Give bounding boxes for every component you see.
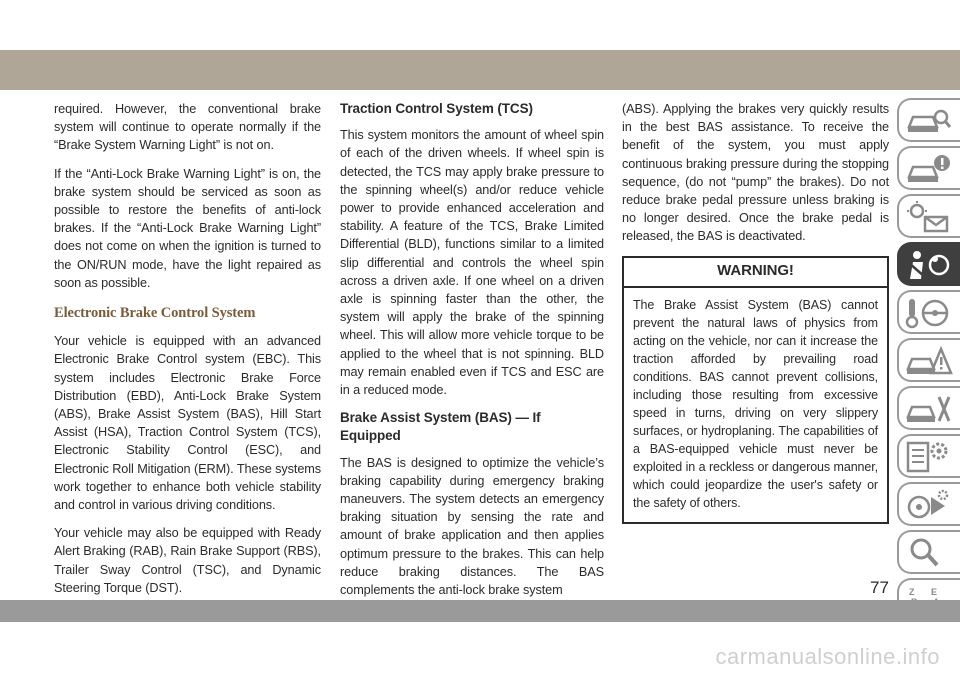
paragraph: Your vehicle may also be equipped with Ready Alert Braking (RAB), Rain Brake Support (RBS), Trailer Sway Control (TSC), and Dynamic Steering Torque (DST). <box>54 526 321 595</box>
paragraph: required. However, the conventional brake system will continue to operate normally if the “Brake System Warning Light” is not on. <box>54 102 321 153</box>
car-tools-icon <box>905 393 953 425</box>
chapter-tabs <box>897 98 960 626</box>
svg-text:E: E <box>931 587 938 597</box>
tab-getting-to-know-vehicle[interactable] <box>897 98 960 142</box>
tab-technical-specifications[interactable] <box>897 434 960 478</box>
footer-band <box>0 600 960 622</box>
footer-rule <box>0 622 960 624</box>
subsection-heading: Traction Control System (TCS) <box>340 101 533 116</box>
magnifier-icon <box>905 537 953 569</box>
tab-starting-operating[interactable] <box>897 290 960 334</box>
tab-safety[interactable] <box>897 242 960 286</box>
car-search-icon <box>905 105 953 137</box>
warning-text: The Brake Assist System (BAS) cannot prevent the natural laws of physics from acting on the vehicle, nor can it increase the traction afforded by prevailing road conditions. BAS cannot prevent collisions, including those resulting from excessive speed in turns, driving on very slippery surfaces, or hydroplaning. The capabilities of a BAS-equipped vehicle must never be exploited in a reckless or dangerous manner, which could jeopardize the user's safety or the safety of others. <box>633 297 878 510</box>
tab-search[interactable] <box>897 530 960 574</box>
warning-title: WARNING! <box>624 258 887 288</box>
paragraph: Your vehicle is equipped with an advanced Electronic Brake Control system (EBC). This system includes Electronic Brake Force Distribution (EBD), Anti-Lock Brake System (ABS), Brake Assist System (BAS), Hill Start Assist (HSA), Traction Control System (TCS), Electronic Stability Control (ESC), and Electronic Roll Mitigation (ERM). These systems work together to enhance both vehicle stability and control in various driving conditions. <box>54 334 321 513</box>
paragraph: This system monitors the amount of wheel spin of each of the driven wheels. If wheel spin is detected, the TCS may apply brake pressure to the spinning wheel(s) and/or reduce vehicle power to provide enhanced acceleration and stability. A feature of the TCS, Brake Limited Differential (BLD), functions similar to a limited slip differential and controls the wheel spin across a driven axle. If one wheel on a driven axle is spinning faster than the other, the system will apply the brake of the spinning wheel. This will allow more vehicle torque to be applied to the wheel that is not spinning. BLD may remain enabled even if TCS and ESC are in a reduced mode. <box>340 128 604 398</box>
paragraph: (ABS). Applying the brakes very quickly results in the best BAS assistance. To receive the benefit of the system, you must apply continuous braking pressure during the stopping sequence, (do not “pump” the brakes). Do not reduce brake pedal pressure unless braking is no longer desired. Once the brake pedal is released, the BAS is deactivated. <box>622 102 889 244</box>
checklist-gear-icon <box>905 441 953 473</box>
ignition-steering-icon <box>905 297 953 329</box>
column-2 <box>340 100 604 609</box>
svg-text:Z: Z <box>909 587 915 597</box>
tab-multimedia[interactable] <box>897 482 960 526</box>
car-info-icon <box>905 153 953 185</box>
column-1 <box>54 100 321 607</box>
seatbelt-airbag-icon <box>905 249 953 281</box>
multimedia-gear-icon <box>905 489 953 521</box>
car-warning-icon <box>905 345 953 377</box>
tab-warning-lights[interactable] <box>897 194 960 238</box>
tab-instrument-panel[interactable] <box>897 146 960 190</box>
paragraph: If the “Anti-Lock Brake Warning Light” is on, the brake system should be serviced as soon as possible to restore the benefits of anti-lock brakes. If the “Anti-Lock Brake Warning Light” does not come on when the ignition is turned to the ON/RUN mode, have the light repaired as soon as possible. <box>54 166 321 290</box>
header-rule <box>0 90 960 92</box>
watermark: carmanualsonline.info <box>715 644 940 669</box>
paragraph: The BAS is designed to optimize the vehicle’s braking capability during emergency braking maneuvers. The system detects an emergency braking situation by sensing the rate and amount of brake application and then applies optimum pressure to the brakes. This can help reduce braking distances. The BAS complements the anti-lock brake system <box>340 455 604 598</box>
subsection-heading: Brake Assist System (BAS) — If Equipped <box>340 410 541 444</box>
column-3 <box>622 100 889 524</box>
tab-servicing-maintenance[interactable] <box>897 386 960 430</box>
page-number: 77 <box>870 578 889 597</box>
header-band <box>0 0 960 55</box>
section-heading: Electronic Brake Control System <box>54 305 256 322</box>
tab-in-case-of-emergency[interactable] <box>897 338 960 382</box>
warning-box <box>622 256 889 524</box>
header-color-bar <box>0 50 960 90</box>
light-message-icon <box>905 201 953 233</box>
